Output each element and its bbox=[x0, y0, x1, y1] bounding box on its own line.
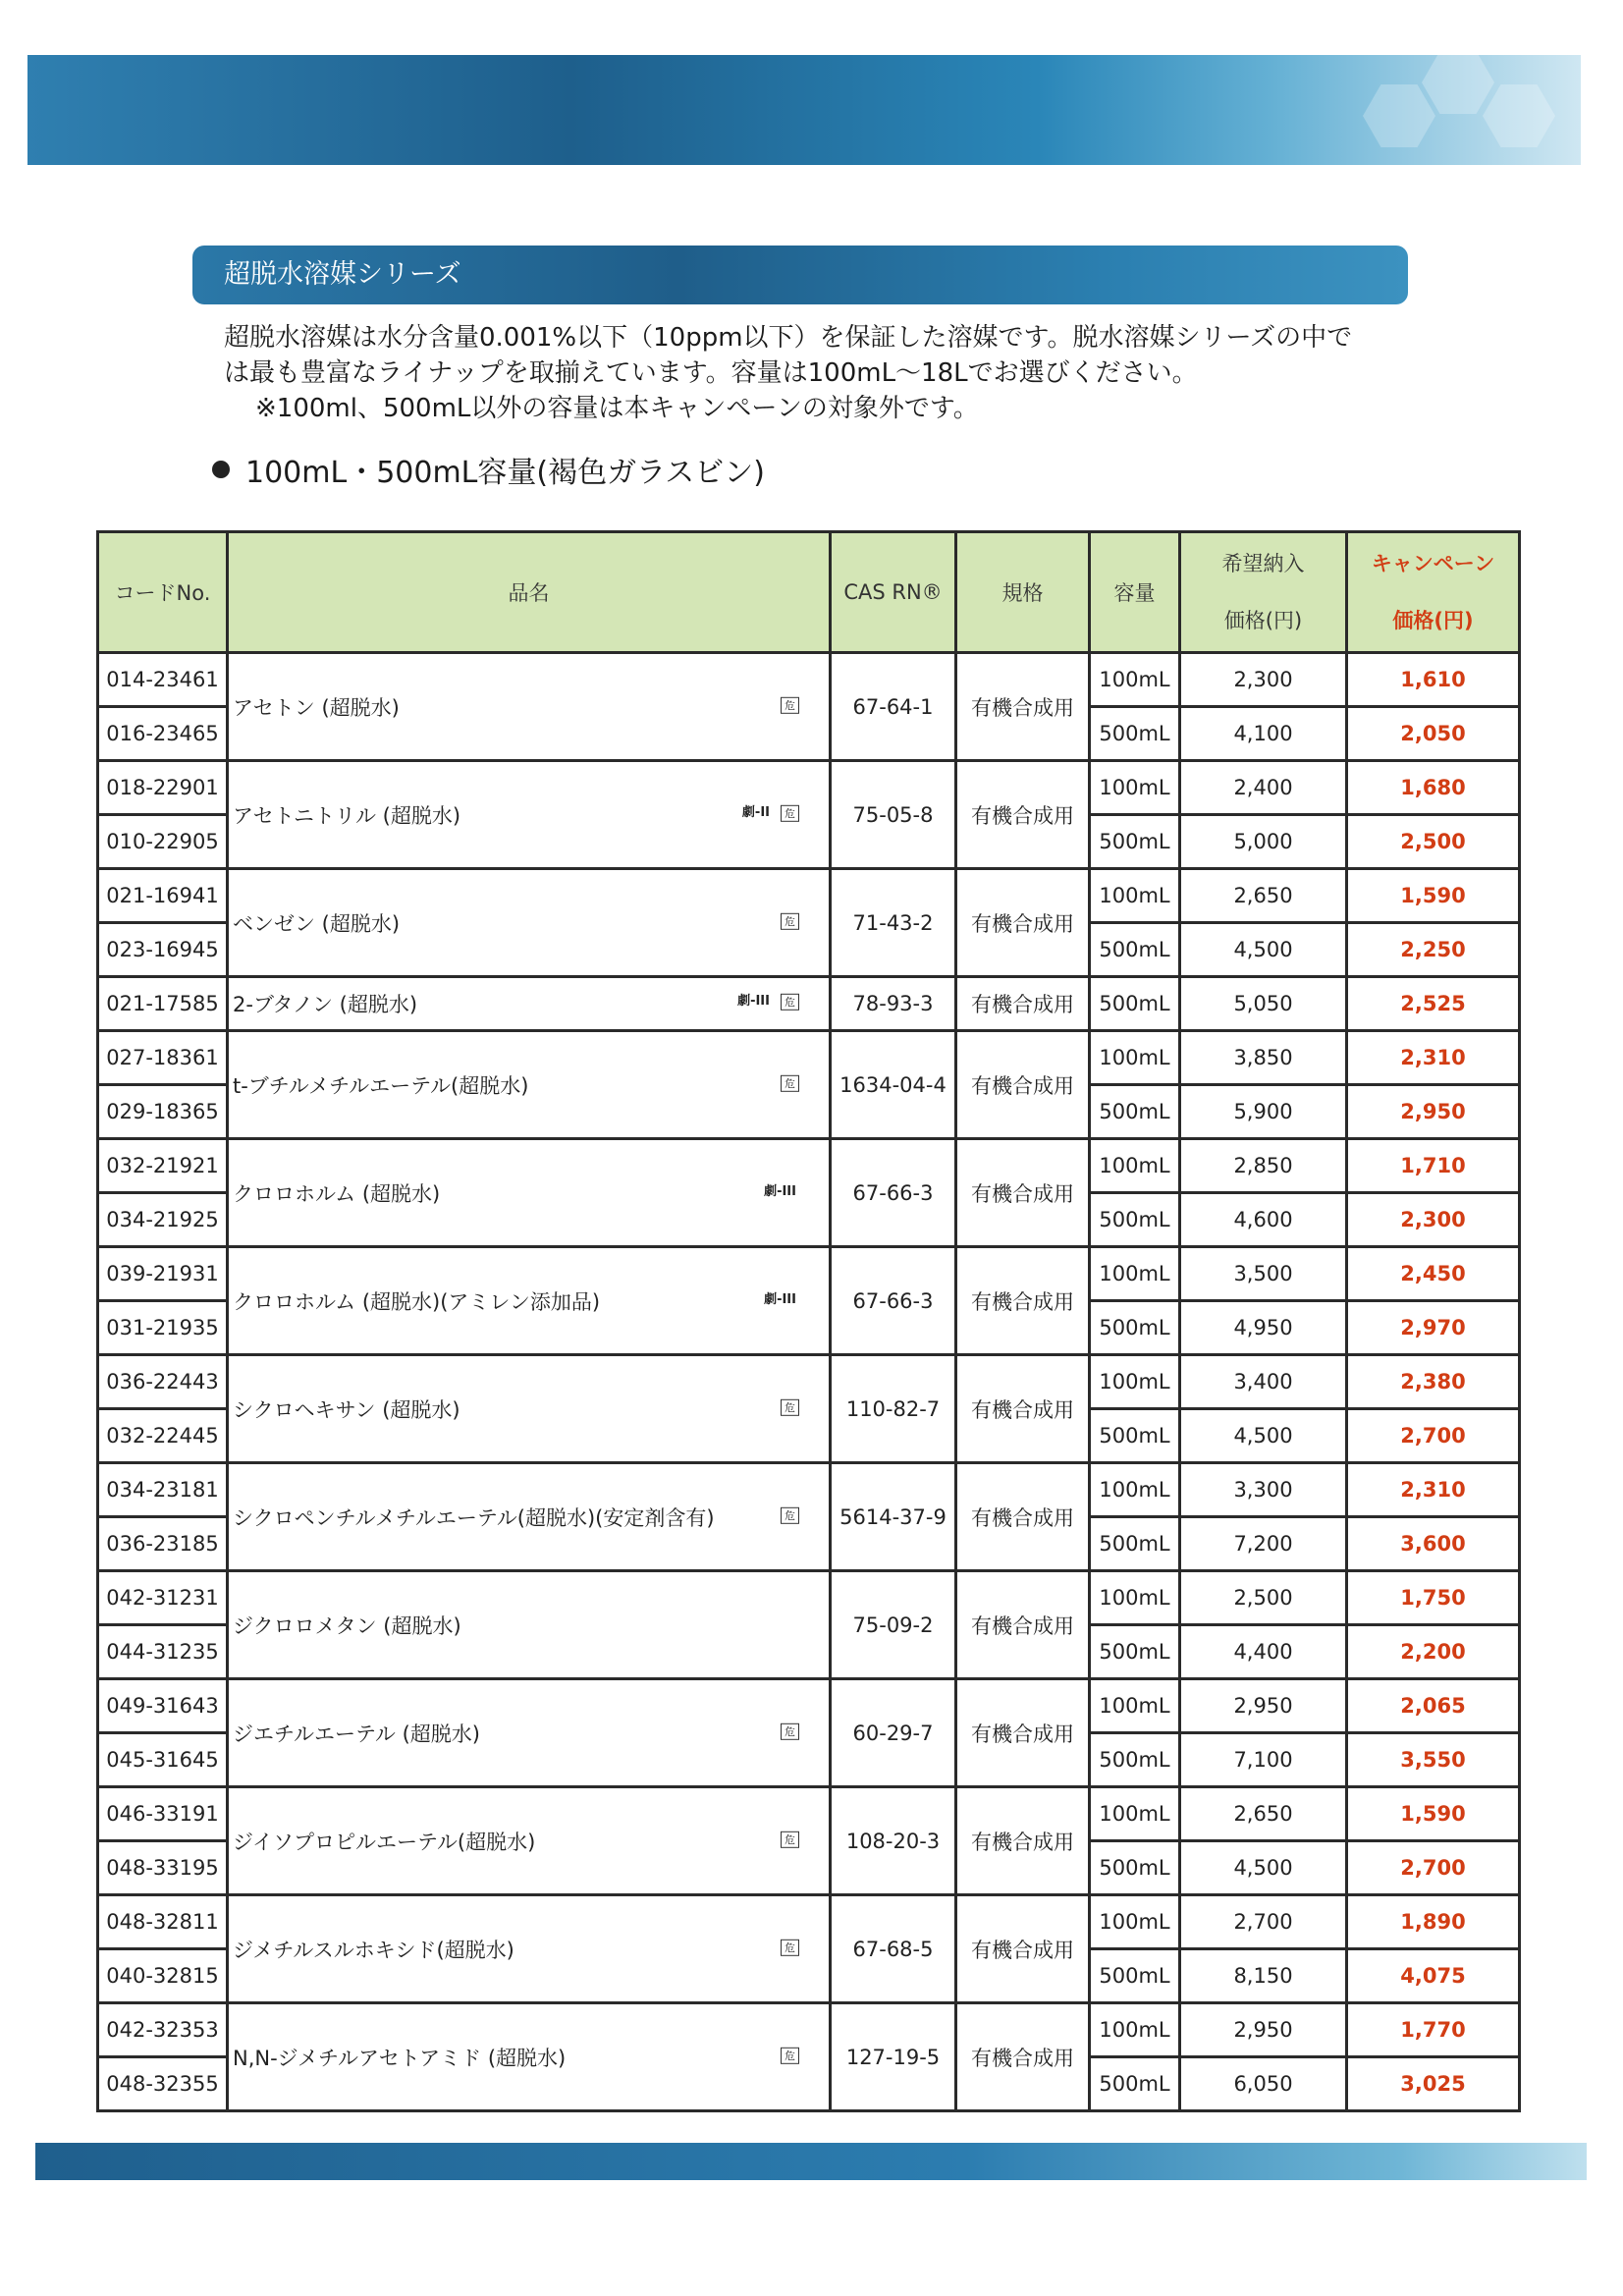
product-code: 021-16941 bbox=[98, 869, 228, 923]
campaign-price: 1,590 bbox=[1347, 869, 1520, 923]
campaign-price: 1,770 bbox=[1347, 2003, 1520, 2057]
product-code: 023-16945 bbox=[98, 923, 228, 977]
header-campaign-line1: キャンペーン bbox=[1371, 552, 1495, 575]
product-code: 021-17585 bbox=[98, 977, 228, 1031]
header-code: コードNo. bbox=[98, 532, 228, 653]
campaign-price: 2,380 bbox=[1347, 1355, 1520, 1409]
table-row bbox=[98, 2003, 1520, 2057]
section-title: 超脱水溶媒シリーズ bbox=[192, 246, 1408, 304]
campaign-price: 1,590 bbox=[1347, 1787, 1520, 1841]
product-name-cell bbox=[228, 977, 831, 1031]
cas-number: 75-05-8 bbox=[831, 761, 956, 869]
hazard-icon: 危 bbox=[781, 1722, 799, 1739]
volume: 500mL bbox=[1090, 1193, 1180, 1247]
subheading bbox=[212, 448, 765, 491]
volume: 100mL bbox=[1090, 1679, 1180, 1733]
product-name-cell bbox=[228, 1139, 831, 1247]
product-name: アセトニトリル (超脱水) bbox=[233, 803, 461, 828]
volume: 500mL bbox=[1090, 923, 1180, 977]
campaign-price: 3,600 bbox=[1347, 1517, 1520, 1571]
campaign-price: 3,025 bbox=[1347, 2057, 1520, 2111]
list-price: 5,900 bbox=[1180, 1085, 1347, 1139]
list-price: 3,300 bbox=[1180, 1463, 1347, 1517]
product-name-cell bbox=[228, 1355, 831, 1463]
bullet-icon bbox=[212, 461, 230, 478]
campaign-price: 2,700 bbox=[1347, 1409, 1520, 1463]
hazard-badges bbox=[781, 1506, 799, 1523]
volume: 500mL bbox=[1090, 2057, 1180, 2111]
grade: 有機合成用 bbox=[956, 1139, 1090, 1247]
list-price: 2,650 bbox=[1180, 1787, 1347, 1841]
table-row bbox=[98, 1787, 1520, 1841]
product-name-cell bbox=[228, 1679, 831, 1787]
table-row bbox=[98, 1895, 1520, 1949]
intro-note: ※100ml、500mL以外の容量は本キャンペーンの対象外です。 bbox=[255, 394, 979, 423]
volume: 500mL bbox=[1090, 1625, 1180, 1679]
product-code: 042-32353 bbox=[98, 2003, 228, 2057]
volume: 500mL bbox=[1090, 977, 1180, 1031]
intro-line: は最も豊富なライナップを取揃えています。容量は100mL～18Lでお選びください。 bbox=[224, 358, 1198, 388]
table-row bbox=[98, 1247, 1520, 1301]
list-price: 4,100 bbox=[1180, 707, 1347, 761]
product-code: 049-31643 bbox=[98, 1679, 228, 1733]
list-price: 4,400 bbox=[1180, 1625, 1347, 1679]
volume: 500mL bbox=[1090, 815, 1180, 869]
volume: 100mL bbox=[1090, 653, 1180, 707]
grade: 有機合成用 bbox=[956, 1679, 1090, 1787]
product-name-cell bbox=[228, 1031, 831, 1139]
hazard-icon: 劇-III bbox=[734, 994, 773, 1011]
intro-text bbox=[224, 320, 1422, 426]
product-code: 016-23465 bbox=[98, 707, 228, 761]
volume: 100mL bbox=[1090, 2003, 1180, 2057]
header-list-price-line2: 価格(円) bbox=[1223, 609, 1303, 632]
volume: 500mL bbox=[1090, 1301, 1180, 1355]
product-code: 032-21921 bbox=[98, 1139, 228, 1193]
hazard-badges bbox=[761, 1184, 799, 1199]
product-code: 039-21931 bbox=[98, 1247, 228, 1301]
hazard-badges bbox=[761, 1292, 799, 1307]
cas-number: 127-19-5 bbox=[831, 2003, 956, 2111]
product-name-cell bbox=[228, 2003, 831, 2111]
list-price: 2,400 bbox=[1180, 761, 1347, 815]
volume: 100mL bbox=[1090, 1247, 1180, 1301]
campaign-price: 2,310 bbox=[1347, 1031, 1520, 1085]
volume: 100mL bbox=[1090, 1463, 1180, 1517]
list-price: 2,950 bbox=[1180, 1679, 1347, 1733]
hazard-icon: 劇-III bbox=[761, 1184, 799, 1199]
product-name: 2-ブタノン (超脱水) bbox=[233, 993, 418, 1016]
header-cas: CAS RN® bbox=[831, 532, 956, 653]
product-name: ジエチルエーテル (超脱水) bbox=[233, 1722, 480, 1746]
header-campaign-price bbox=[1347, 532, 1520, 653]
product-code: 018-22901 bbox=[98, 761, 228, 815]
product-name: ジクロロメタン (超脱水) bbox=[233, 1613, 461, 1638]
cas-number: 60-29-7 bbox=[831, 1679, 956, 1787]
hazard-icon: 危 bbox=[781, 1939, 799, 1955]
product-code: 042-31231 bbox=[98, 1571, 228, 1625]
cas-number: 67-64-1 bbox=[831, 653, 956, 761]
campaign-price: 3,550 bbox=[1347, 1733, 1520, 1787]
volume: 500mL bbox=[1090, 1841, 1180, 1895]
campaign-price: 2,500 bbox=[1347, 815, 1520, 869]
product-code: 032-22445 bbox=[98, 1409, 228, 1463]
campaign-price: 4,075 bbox=[1347, 1949, 1520, 2003]
hazard-badges bbox=[781, 1939, 799, 1955]
list-price: 4,500 bbox=[1180, 923, 1347, 977]
grade: 有機合成用 bbox=[956, 1355, 1090, 1463]
cas-number: 5614-37-9 bbox=[831, 1463, 956, 1571]
hazard-icon: 危 bbox=[781, 2047, 799, 2063]
product-code: 014-23461 bbox=[98, 653, 228, 707]
cas-number: 108-20-3 bbox=[831, 1787, 956, 1895]
cas-number: 67-66-3 bbox=[831, 1247, 956, 1355]
campaign-price: 2,950 bbox=[1347, 1085, 1520, 1139]
hexagon-decoration bbox=[1363, 84, 1435, 147]
product-name: シクロヘキサン (超脱水) bbox=[233, 1397, 460, 1422]
table-row bbox=[98, 1139, 1520, 1193]
campaign-price: 2,970 bbox=[1347, 1301, 1520, 1355]
hazard-icon: 危 bbox=[781, 1398, 799, 1415]
cas-number: 67-68-5 bbox=[831, 1895, 956, 2003]
product-name-cell bbox=[228, 761, 831, 869]
list-price: 4,600 bbox=[1180, 1193, 1347, 1247]
cas-number: 75-09-2 bbox=[831, 1571, 956, 1679]
product-code: 027-18361 bbox=[98, 1031, 228, 1085]
volume: 100mL bbox=[1090, 1355, 1180, 1409]
list-price: 4,500 bbox=[1180, 1409, 1347, 1463]
list-price: 2,650 bbox=[1180, 869, 1347, 923]
list-price: 3,400 bbox=[1180, 1355, 1347, 1409]
campaign-price: 1,610 bbox=[1347, 653, 1520, 707]
campaign-price: 2,310 bbox=[1347, 1463, 1520, 1517]
campaign-price: 1,890 bbox=[1347, 1895, 1520, 1949]
list-price: 2,850 bbox=[1180, 1139, 1347, 1193]
table-header-row bbox=[98, 532, 1520, 653]
product-name: アセトン (超脱水) bbox=[233, 695, 400, 720]
hazard-badges bbox=[781, 1074, 799, 1091]
table-row bbox=[98, 869, 1520, 923]
volume: 100mL bbox=[1090, 1895, 1180, 1949]
product-name-cell bbox=[228, 653, 831, 761]
volume: 100mL bbox=[1090, 1787, 1180, 1841]
product-name-cell bbox=[228, 1895, 831, 2003]
product-code: 036-22443 bbox=[98, 1355, 228, 1409]
header-grade: 規格 bbox=[956, 532, 1090, 653]
intro-line: 超脱水溶媒は水分含量0.001%以下（10ppm以下）を保証した溶媒です。脱水溶媒シリーズの中で bbox=[224, 323, 1353, 353]
product-code: 048-32355 bbox=[98, 2057, 228, 2111]
volume: 100mL bbox=[1090, 1139, 1180, 1193]
list-price: 3,500 bbox=[1180, 1247, 1347, 1301]
campaign-price: 2,300 bbox=[1347, 1193, 1520, 1247]
cas-number: 67-66-3 bbox=[831, 1139, 956, 1247]
list-price: 2,950 bbox=[1180, 2003, 1347, 2057]
list-price: 3,850 bbox=[1180, 1031, 1347, 1085]
product-code: 031-21935 bbox=[98, 1301, 228, 1355]
table-row bbox=[98, 1463, 1520, 1517]
cas-number: 71-43-2 bbox=[831, 869, 956, 977]
volume: 500mL bbox=[1090, 1517, 1180, 1571]
campaign-price: 1,680 bbox=[1347, 761, 1520, 815]
product-code: 048-33195 bbox=[98, 1841, 228, 1895]
product-code: 046-33191 bbox=[98, 1787, 228, 1841]
list-price: 7,200 bbox=[1180, 1517, 1347, 1571]
cas-number: 1634-04-4 bbox=[831, 1031, 956, 1139]
hexagon-decoration bbox=[1483, 84, 1555, 147]
header-list-price-line1: 希望納入 bbox=[1221, 552, 1305, 575]
product-name: ジイソプロピルエーテル(超脱水) bbox=[233, 1830, 536, 1854]
volume: 500mL bbox=[1090, 1949, 1180, 2003]
campaign-price: 2,450 bbox=[1347, 1247, 1520, 1301]
header-name: 品名 bbox=[228, 532, 831, 653]
grade: 有機合成用 bbox=[956, 1247, 1090, 1355]
cas-number: 110-82-7 bbox=[831, 1355, 956, 1463]
hazard-icon: 危 bbox=[781, 804, 799, 821]
header-banner bbox=[27, 55, 1581, 165]
product-code: 044-31235 bbox=[98, 1625, 228, 1679]
campaign-price: 2,200 bbox=[1347, 1625, 1520, 1679]
volume: 100mL bbox=[1090, 1571, 1180, 1625]
table-row bbox=[98, 653, 1520, 707]
campaign-price: 1,710 bbox=[1347, 1139, 1520, 1193]
product-name: シクロペンチルメチルエーテル(超脱水)(安定剤含有) bbox=[233, 1505, 715, 1530]
product-code: 010-22905 bbox=[98, 815, 228, 869]
list-price: 7,100 bbox=[1180, 1733, 1347, 1787]
volume: 500mL bbox=[1090, 1733, 1180, 1787]
cas-number: 78-93-3 bbox=[831, 977, 956, 1031]
grade: 有機合成用 bbox=[956, 1571, 1090, 1679]
volume: 100mL bbox=[1090, 869, 1180, 923]
list-price: 5,000 bbox=[1180, 815, 1347, 869]
hazard-icon: 危 bbox=[781, 1074, 799, 1091]
grade: 有機合成用 bbox=[956, 653, 1090, 761]
hazard-icon: 危 bbox=[781, 912, 799, 929]
product-name: N,N-ジメチルアセトアミド (超脱水) bbox=[233, 2046, 567, 2070]
product-table bbox=[96, 530, 1521, 2112]
hazard-badges bbox=[781, 1831, 799, 1847]
product-name: ベンゼン (超脱水) bbox=[233, 911, 401, 936]
product-name: クロロホルム (超脱水)(アミレン添加品) bbox=[233, 1289, 601, 1314]
hazard-badges bbox=[781, 696, 799, 713]
campaign-price: 2,050 bbox=[1347, 707, 1520, 761]
list-price: 2,500 bbox=[1180, 1571, 1347, 1625]
product-name: t-ブチルメチルエーテル(超脱水) bbox=[233, 1073, 529, 1098]
table-row bbox=[98, 1355, 1520, 1409]
list-price: 2,700 bbox=[1180, 1895, 1347, 1949]
product-code: 029-18365 bbox=[98, 1085, 228, 1139]
hazard-badges bbox=[781, 2047, 799, 2063]
campaign-price: 2,525 bbox=[1347, 977, 1520, 1031]
subheading-text: 100mL・500mL容量(褐色ガラスビン) bbox=[245, 456, 765, 490]
product-name-cell bbox=[228, 1463, 831, 1571]
volume: 100mL bbox=[1090, 761, 1180, 815]
hazard-icon: 危 bbox=[781, 1831, 799, 1847]
list-price: 6,050 bbox=[1180, 2057, 1347, 2111]
hazard-badges bbox=[739, 804, 799, 821]
volume: 500mL bbox=[1090, 1085, 1180, 1139]
grade: 有機合成用 bbox=[956, 1787, 1090, 1895]
grade: 有機合成用 bbox=[956, 1463, 1090, 1571]
product-name-cell bbox=[228, 869, 831, 977]
product-code: 048-32811 bbox=[98, 1895, 228, 1949]
list-price: 4,500 bbox=[1180, 1841, 1347, 1895]
campaign-price: 2,700 bbox=[1347, 1841, 1520, 1895]
product-code: 036-23185 bbox=[98, 1517, 228, 1571]
hazard-badges bbox=[781, 1398, 799, 1415]
campaign-price: 2,065 bbox=[1347, 1679, 1520, 1733]
product-code: 034-21925 bbox=[98, 1193, 228, 1247]
footer-banner bbox=[35, 2143, 1587, 2180]
grade: 有機合成用 bbox=[956, 977, 1090, 1031]
header-volume: 容量 bbox=[1090, 532, 1180, 653]
product-name: クロロホルム (超脱水) bbox=[233, 1181, 441, 1206]
grade: 有機合成用 bbox=[956, 761, 1090, 869]
product-code: 034-23181 bbox=[98, 1463, 228, 1517]
hazard-icon: 危 bbox=[781, 1506, 799, 1523]
product-name-cell bbox=[228, 1787, 831, 1895]
volume: 500mL bbox=[1090, 1409, 1180, 1463]
hazard-badges bbox=[781, 912, 799, 929]
grade: 有機合成用 bbox=[956, 869, 1090, 977]
list-price: 8,150 bbox=[1180, 1949, 1347, 2003]
volume: 100mL bbox=[1090, 1031, 1180, 1085]
campaign-price: 1,750 bbox=[1347, 1571, 1520, 1625]
grade: 有機合成用 bbox=[956, 2003, 1090, 2111]
hazard-badges bbox=[734, 994, 799, 1011]
grade: 有機合成用 bbox=[956, 1895, 1090, 2003]
header-list-price bbox=[1180, 532, 1347, 653]
grade: 有機合成用 bbox=[956, 1031, 1090, 1139]
table-row bbox=[98, 761, 1520, 815]
product-code: 045-31645 bbox=[98, 1733, 228, 1787]
hazard-icon: 劇-III bbox=[761, 1292, 799, 1307]
hexagon-decoration bbox=[1422, 51, 1494, 114]
table-row bbox=[98, 1031, 1520, 1085]
list-price: 2,300 bbox=[1180, 653, 1347, 707]
product-name: ジメチルスルホキシド(超脱水) bbox=[233, 1938, 514, 1962]
campaign-price: 2,250 bbox=[1347, 923, 1520, 977]
hazard-icon: 危 bbox=[781, 994, 799, 1011]
product-name-cell bbox=[228, 1571, 831, 1679]
hazard-icon: 劇-II bbox=[739, 804, 773, 821]
table-row bbox=[98, 1571, 1520, 1625]
hazard-badges bbox=[781, 1722, 799, 1739]
header-campaign-line2: 価格(円) bbox=[1392, 609, 1474, 632]
table-row bbox=[98, 1679, 1520, 1733]
list-price: 5,050 bbox=[1180, 977, 1347, 1031]
table-row bbox=[98, 977, 1520, 1031]
hazard-icon: 危 bbox=[781, 696, 799, 713]
product-name-cell bbox=[228, 1247, 831, 1355]
product-code: 040-32815 bbox=[98, 1949, 228, 2003]
volume: 500mL bbox=[1090, 707, 1180, 761]
list-price: 4,950 bbox=[1180, 1301, 1347, 1355]
